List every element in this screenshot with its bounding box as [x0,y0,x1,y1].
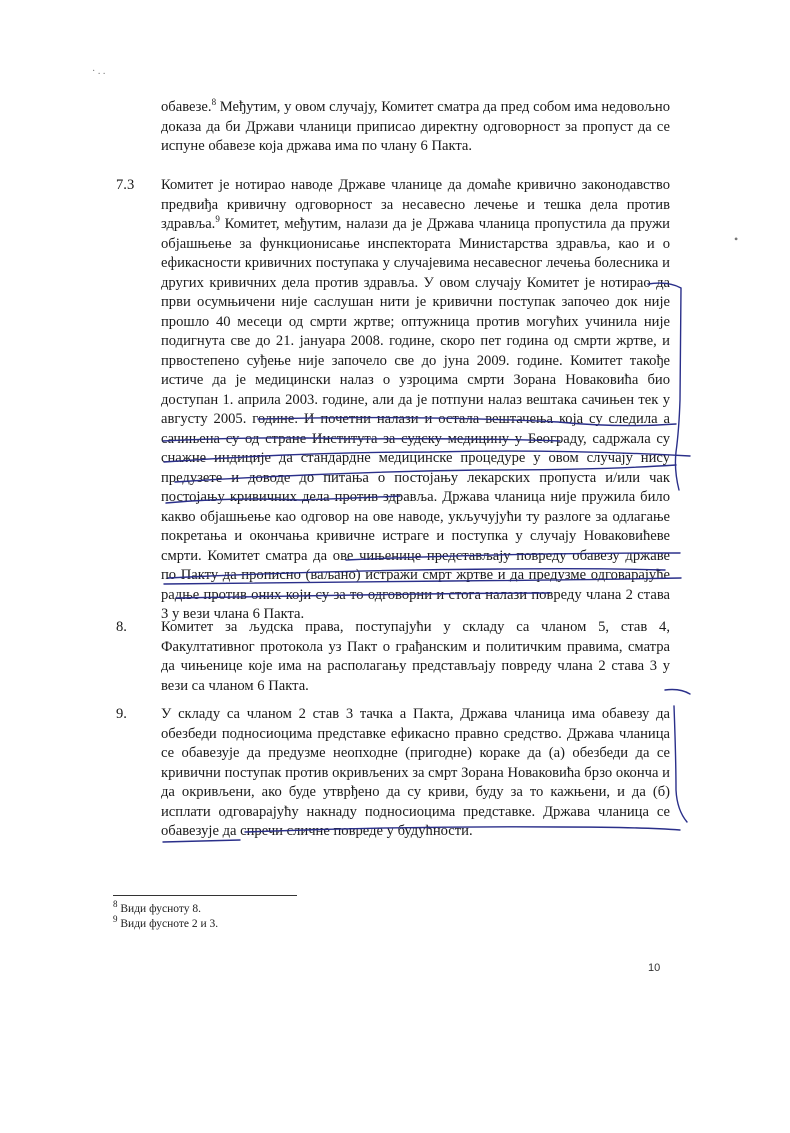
paragraph-text: Комитет је нотирао наводе Државе чланице да домаће кривично законодавство предвиђа кривичну одговорност за несавесно лечење и тешка дела против здравља. [161,177,670,232]
paragraph-continuation [161,98,670,157]
paragraph-7-3 [161,176,670,625]
footnote [113,899,201,916]
ink-bracket-right [674,706,687,822]
scan-speck: · . . [92,66,106,77]
paragraph-9: У складу са чланом 2 став 3 тачка а Пакта, Држава чланица има обавезу да обезбеди подносиоцима представке ефикасно правно средство. Држава чланица се обавезује да предузме неопходне (пригодне) кораке да (а) обезбеди да се кривични поступак против окривљених за смрт Зорана Новаковића брзо оконча и да окривљени, ако буде утврђено да су криви, буду за то кажњени, и да (б) исплати одговарајућу накнаду подносиоцима представке. Држава чланица се обавезује да спречи сличне повреде у будућности. [161,706,670,839]
scan-speck: • [734,232,739,246]
footnote-reference: 9 [215,214,220,225]
footnote-reference: 8 [211,97,217,108]
paragraph-number: 7.3 [116,177,135,193]
footnote-mark: 8 [113,899,118,910]
footnote-divider [113,895,297,896]
paragraph-text: Међутим, у овом случају, Комитет сматра да пред собом има недовољно доказа да би Држави чланици приписао директну одговорност за пропуст да се испуне обавезе која држава има по члану 6 Пакта. [161,99,670,154]
footnote [113,914,219,931]
paragraph-text: обавезе. [161,99,212,115]
footnote-mark: 9 [113,914,118,925]
paragraph-8: Комитет за људска права, поступајући у складу са чланом 5, став 4, Факултативног протокола уз Пакт о грађанским и политичким правима, сматра да чињенице које има на располагању представљају повреду члана 2 става 3 у вези са чланом 6 Пакта. [161,619,670,694]
paragraph-text: Комитет, међутим, налази да је Држава чланица пропустила да пружи објашњење за функционисање инспектората Министарства здравља, као и о ефикасности кривичних поступака у случајевима несавесног лечења болесника и других кривичних дела против здравља. У овом случају Комитет је нотирао да први осумњичени није саслушан нити је кривични поступак започео док није прошло 40 месеци од смрти жртве; оптужница против могућих учинила није подигнута све до 21. јануара 2008. године, скоро пет година од смрти жртве, и првостепено суђење није започело све до јуна 2009. године. Комитет такође истиче да је медицински налаз о узроцима смрти Зорана Новаковића био доступан 1. априла 2003. године, али да је потпуни налаз вештака сачињен тек у августу 2005. године. И почетни налази и остала вештачења која су следила а сачињена су од стране Института за судску медицину у Београду, садржала су снажне индиције да стандардне медицинске процедуре у овом случају нису предузете и доводе до питања о постојању лекарских пропуста и/или чак постојању кривичних дела против здравља. Држава чланица није пружила било какво објашњење као одговор на ове наводе, укључујући ту разлоге за одлагање покретања и окончања кривичне истраге и поступка у случају Новаковићеве смрти. Комитет сматра да ове чињенице представљају повреду обавезу државе по Пакту да прописно (ваљано) истражи смрт жртве и да предузме одговарајуће радње против оних који су за то одговорни и стога налази повреду члана 2 става 3 у вези члана 6 Пакта. [161,216,670,622]
footnote-text: Види фусноту 8. [117,903,201,915]
page-number: 10 [648,962,661,974]
paragraph-number: 9. [116,706,127,722]
footnote-text: Види фусноте 2 и 3. [117,918,219,930]
paragraph-number: 8. [116,619,127,635]
